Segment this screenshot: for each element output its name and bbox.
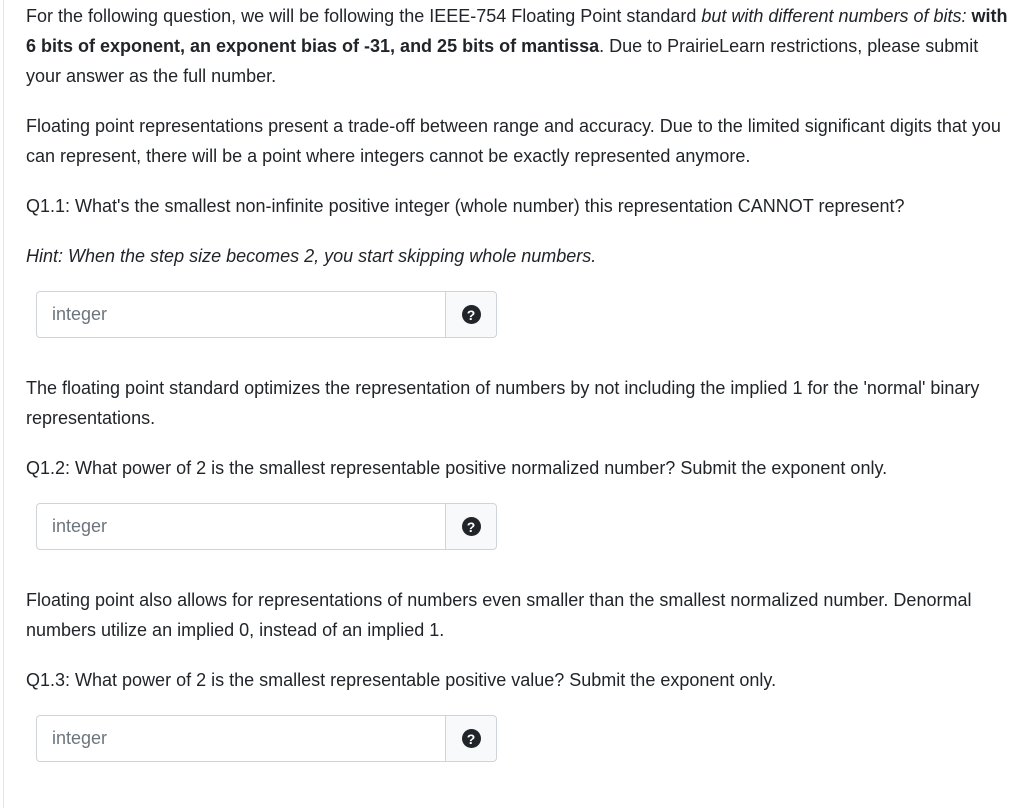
tradeoff-paragraph: Floating point representations present a trade-off between range and accuracy. Due to the limited significant digits that you can represent, there will be a point where integers cannot be exactly represented anymore. — [26, 116, 1001, 166]
intro-bold: with 6 bits of exponent, an exponent bias of -31, and 25 bits of mantissa — [26, 6, 1008, 56]
question-circle-icon: ? — [462, 729, 481, 748]
hint-text: Hint: When the step size becomes 2, you start skipping whole numbers. — [26, 246, 597, 266]
q2-help-button[interactable] — [446, 503, 497, 550]
intro-text-end: . Due to PrairieLearn restrictions, please submit your answer as the full number. — [26, 36, 979, 86]
q1-help-button[interactable] — [446, 291, 497, 338]
q3-text: Q1.3: What power of 2 is the smallest representable positive value? Submit the exponent only. — [26, 670, 777, 690]
question-circle-icon: ? — [462, 305, 481, 324]
denormal-paragraph: Floating point also allows for representations of numbers even smaller than the smallest normalized number. Denormal numbers utilize an implied 0, instead of an implied 1. — [26, 590, 972, 640]
q1-answer-input[interactable] — [36, 291, 446, 338]
q3-help-button[interactable] — [446, 715, 497, 762]
q3-answer-input[interactable] — [36, 715, 446, 762]
q1-text: Q1.1: What's the smallest non-infinite positive integer (whole number) this representation CANNOT represent? — [26, 196, 905, 216]
intro-paragraph — [26, 1, 1011, 91]
normalized-paragraph: The floating point standard optimizes the representation of numbers by not including the implied 1 for the 'normal' binary representations. — [26, 378, 980, 428]
question-circle-icon: ? — [462, 517, 481, 536]
intro-text: For the following question, we will be following the IEEE-754 Floating Point standard — [26, 6, 702, 26]
intro-emphasis: but with different numbers of bits: — [701, 6, 967, 26]
q1-answer-group — [36, 291, 497, 338]
q3-answer-group — [36, 715, 497, 762]
left-border — [3, 0, 4, 808]
q2-text: Q1.2: What power of 2 is the smallest representable positive normalized number? Submit the exponent only. — [26, 458, 888, 478]
q2-answer-group — [36, 503, 497, 550]
q1-hint — [26, 241, 1011, 271]
question-body — [26, 1, 1011, 762]
q2-answer-input[interactable] — [36, 503, 446, 550]
